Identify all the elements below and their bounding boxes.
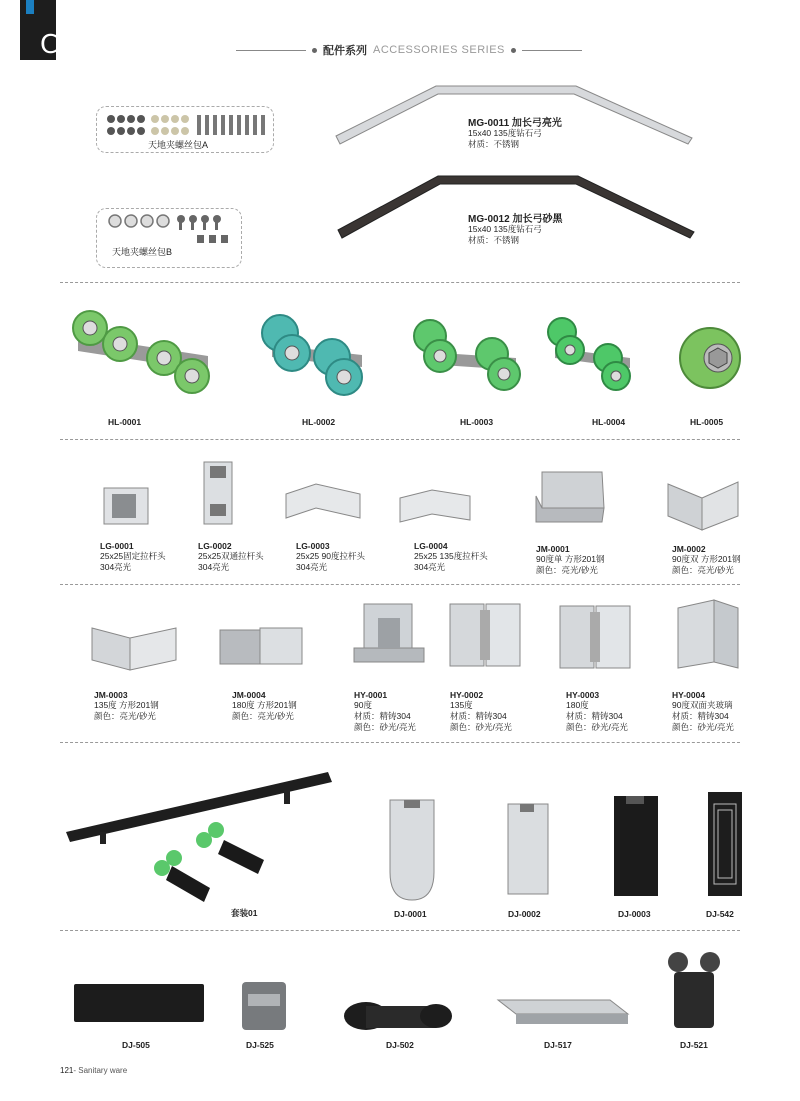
item-desc: 135度 方形201钢 xyxy=(94,700,159,710)
bar-mg-0012-spec: 15x40 135度钻石弓 xyxy=(468,224,542,234)
hinge-hy-0004-image xyxy=(674,600,754,670)
item-desc: 颜色：亮光/砂光 xyxy=(672,565,734,575)
item-desc: 304亮光 xyxy=(296,562,328,572)
item-code: LG-0003 xyxy=(296,541,330,551)
item-desc: 材质：精铸304 xyxy=(450,711,507,721)
roller-hl-0005-image xyxy=(676,320,756,400)
connector-lg-0001-image xyxy=(100,480,160,530)
item-code: JM-0002 xyxy=(672,544,706,554)
item-desc: 颜色：亮光/砂光 xyxy=(94,711,156,721)
clamp-dj-517-code: DJ-517 xyxy=(544,1040,572,1050)
connector-lg-0004-caption xyxy=(414,541,488,573)
corner-accent xyxy=(26,0,34,14)
connector-lg-0002-image xyxy=(200,460,240,530)
item-desc: 304亮光 xyxy=(414,562,446,572)
clamp-dj-502-code: DJ-502 xyxy=(386,1040,414,1050)
clamp-dj-0001-image xyxy=(384,796,444,906)
item-desc: 90度双 方形201钢 xyxy=(672,554,741,564)
item-desc: 180度 方形201钢 xyxy=(232,700,297,710)
item-desc: 135度 xyxy=(450,700,473,710)
header-title-en: ACCESSORIES SERIES xyxy=(373,44,505,56)
roller-hl-0002-image xyxy=(252,305,382,405)
clamp-dj-521-image xyxy=(660,946,730,1036)
item-desc: 材质：精铸304 xyxy=(354,711,411,721)
hinge-jm-0004-caption xyxy=(232,690,297,722)
item-code: HY-0004 xyxy=(672,690,706,700)
item-desc: 304亮光 xyxy=(100,562,132,572)
roller-hl-0001-code: HL-0001 xyxy=(108,417,142,427)
clamp-dj-542-image xyxy=(706,790,746,900)
bar-mg-0012-material: 材质：不锈钢 xyxy=(468,235,520,245)
connector-lg-0003-image xyxy=(284,482,364,532)
connector-lg-0002-caption xyxy=(198,541,264,573)
clamp-dj-505-code: DJ-505 xyxy=(122,1040,150,1050)
item-desc: 颜色：砂光/亮光 xyxy=(450,722,512,732)
item-desc: 颜色：砂光/亮光 xyxy=(566,722,628,732)
hinge-jm-0004-image xyxy=(218,624,308,674)
clamp-dj-525-code: DJ-525 xyxy=(246,1040,274,1050)
item-code: LG-0002 xyxy=(198,541,232,551)
divider xyxy=(60,742,740,743)
clamp-dj-0003-code: DJ-0003 xyxy=(618,909,651,919)
screw-kit-b xyxy=(96,208,242,268)
hinge-hy-0003-image xyxy=(556,602,636,672)
clamp-dj-0003-image xyxy=(610,792,660,902)
bar-mg-0011-code: MG-0011 加长弓亮光 xyxy=(468,118,562,129)
item-code: LG-0001 xyxy=(100,541,134,551)
screw-kit-b-label: 天地夹螺丝包B xyxy=(112,247,173,257)
divider xyxy=(60,584,740,585)
screw-kit-b-image xyxy=(107,213,237,249)
screw-kit-a-image xyxy=(105,111,275,141)
corner-letter: C xyxy=(40,30,59,60)
connector-lg-0001-caption xyxy=(100,541,166,573)
item-code: JM-0004 xyxy=(232,690,266,700)
hinge-jm-0003-caption xyxy=(94,690,159,722)
screw-kit-a-label: 天地夹螺丝包A xyxy=(148,140,209,150)
clamp-set01-image xyxy=(64,770,344,910)
item-code: HY-0001 xyxy=(354,690,388,700)
clamp-dj-0002-image xyxy=(504,800,554,910)
connector-jm-0001-image xyxy=(532,468,612,528)
header-title-cn: 配件系列 xyxy=(323,45,367,57)
clamp-dj-517-image xyxy=(494,994,634,1034)
item-desc: 90度 xyxy=(354,700,372,710)
connector-jm-0002-image xyxy=(664,474,744,534)
clamp-dj-525-image xyxy=(238,978,298,1038)
item-desc: 90度双面夹玻璃 xyxy=(672,700,733,710)
bar-mg-0012-code: MG-0012 加长弓砂黑 xyxy=(468,214,563,225)
roller-hl-0004-image xyxy=(540,306,640,406)
header-dot-left xyxy=(312,48,317,53)
item-desc: 25x25 90度拉杆头 xyxy=(296,551,365,561)
connector-jm-0002-caption xyxy=(672,544,741,576)
section-header xyxy=(236,42,582,58)
hinge-hy-0002-caption xyxy=(450,690,512,733)
item-desc: 304亮光 xyxy=(198,562,230,572)
item-desc: 25x25固定拉杆头 xyxy=(100,551,166,561)
divider xyxy=(60,282,740,283)
header-dot-right xyxy=(511,48,516,53)
clamp-dj-0001-code: DJ-0001 xyxy=(394,909,427,919)
page-footer: 121- Sanitary ware xyxy=(60,1066,128,1075)
roller-hl-0005-code: HL-0005 xyxy=(690,417,724,427)
item-code: HY-0002 xyxy=(450,690,484,700)
item-desc: 颜色：亮光/砂光 xyxy=(232,711,294,721)
footer-text: Sanitary ware xyxy=(78,1066,128,1075)
roller-hl-0004-code: HL-0004 xyxy=(592,417,626,427)
roller-hl-0003-image xyxy=(406,310,536,410)
item-desc: 材质：精铸304 xyxy=(672,711,729,721)
connector-lg-0003-caption xyxy=(296,541,365,573)
hinge-hy-0004-caption xyxy=(672,690,734,733)
corner-tab xyxy=(20,0,59,60)
divider xyxy=(60,930,740,931)
item-desc: 180度 xyxy=(566,700,589,710)
page-number: 121 xyxy=(60,1066,74,1075)
item-desc: 颜色：砂光/亮光 xyxy=(354,722,416,732)
item-code: LG-0004 xyxy=(414,541,448,551)
clamp-dj-521-code: DJ-521 xyxy=(680,1040,708,1050)
item-desc: 材质：精铸304 xyxy=(566,711,623,721)
item-code: JM-0003 xyxy=(94,690,128,700)
hinge-jm-0003-image xyxy=(90,624,180,674)
item-desc: 25x25双通拉杆头 xyxy=(198,551,264,561)
item-code: JM-0001 xyxy=(536,544,570,554)
item-desc: 90度单 方形201钢 xyxy=(536,554,605,564)
clamp-dj-505-image xyxy=(72,980,212,1030)
item-desc: 颜色：亮光/砂光 xyxy=(536,565,598,575)
roller-hl-0002-code: HL-0002 xyxy=(302,417,336,427)
clamp-dj-0002-code: DJ-0002 xyxy=(508,909,541,919)
connector-jm-0001-caption xyxy=(536,544,605,576)
roller-hl-0001-image xyxy=(68,296,218,396)
header-rule-right xyxy=(522,50,582,51)
bar-mg-0011-spec: 15x40 135度钻石弓 xyxy=(468,128,542,138)
clamp-dj-542-code: DJ-542 xyxy=(706,909,734,919)
hinge-hy-0002-image xyxy=(446,602,526,672)
header-rule-left xyxy=(236,50,306,51)
hinge-hy-0003-caption xyxy=(566,690,628,733)
bar-mg-0011-material: 材质：不锈钢 xyxy=(468,139,520,149)
item-code: HY-0003 xyxy=(566,690,600,700)
item-desc: 25x25 135度拉杆头 xyxy=(414,551,488,561)
clamp-set01-code: 套装01 xyxy=(231,908,258,918)
divider xyxy=(60,439,740,440)
clamp-dj-502-image xyxy=(342,992,462,1042)
hinge-hy-0001-image xyxy=(350,600,430,670)
hinge-hy-0001-caption xyxy=(354,690,416,733)
item-desc: 颜色：砂光/亮光 xyxy=(672,722,734,732)
connector-lg-0004-image xyxy=(398,486,478,536)
roller-hl-0003-code: HL-0003 xyxy=(460,417,494,427)
